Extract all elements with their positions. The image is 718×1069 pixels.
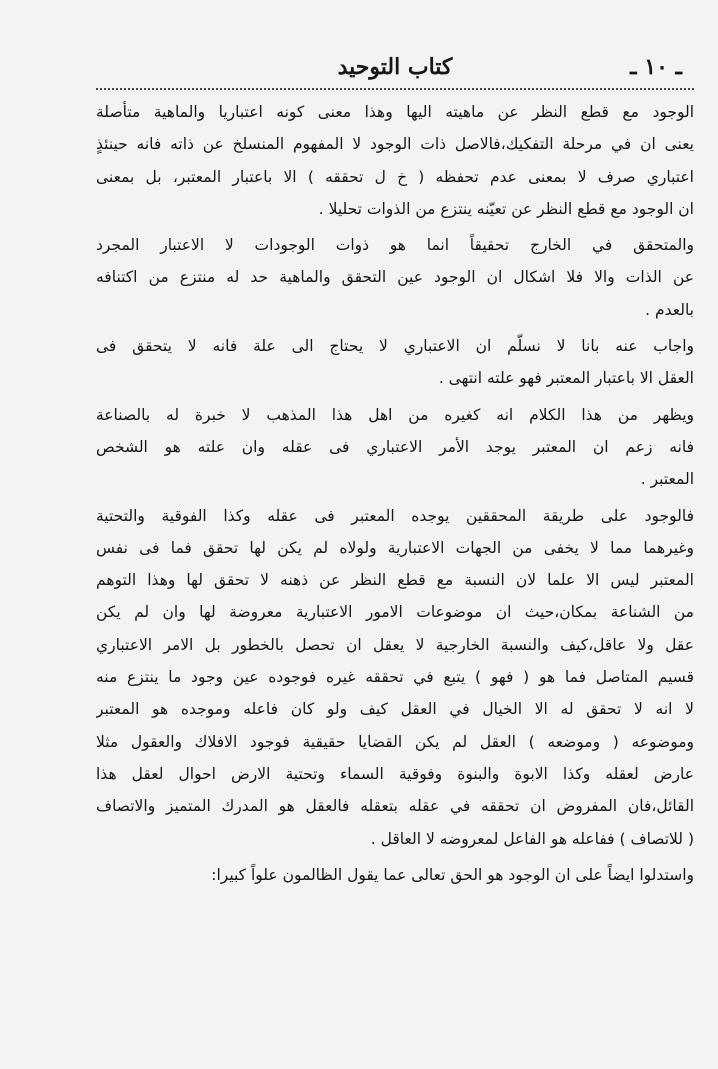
text-line: فانه زعم ان المعتبر يوجد الأمر الاعتباري فى عقله وان علته هو الشخص [96,437,694,456]
text-line: من الشناعة بمكان،حيث ان موضوعات الامور الاعتبارية معروضة لها وان لم يكن [96,603,694,622]
text-line: بالعدم . [645,300,694,319]
text-line: واجاب عنه بانا لا نسلّم ان الاعتباري لا يحتاج الى علة فانه لا يتحقق فى [96,337,694,356]
text-line: عقل ولا عاقل،كيف والنسبة الخارجية لا يعقل ان تحصل بالخطور بل الامر الاعتباري [96,635,694,654]
text-line: العقل الا باعتبار المعتبر فهو علته انتهى . [438,369,694,388]
page-number: ـ ١٠ ـ [630,54,682,80]
text-line: يعنى ان في مرحلة التفكيك،فالاصل ذات الوجود لا المفهوم المنسلخ عن ذاته فانه حينئذٍ [96,135,694,154]
text-line: عارض لعقله وكذا الابوة والبنوة وفوقية السماء وتحتية الارض احوال لعقل هذا [96,764,694,783]
header-dotted-rule [96,88,694,90]
text-line: المعتبر ليس الا علما لان النسبة مع قطع النظر عن ذهنه لا تحقق لها وهذا التوهم [96,571,694,590]
text-line: وموضوعه ( وموضعه ) العقل لم يكن القضايا حقيقية فوجود الافلاك والعقول مثلا [96,732,694,751]
paragraph [96,500,694,855]
text-line: والمتحقق في الخارج تحقيقاً انما هو ذوات الوجودات لا الاعتبار المجرد [96,236,694,255]
paragraph [96,330,694,395]
paragraph [96,229,694,326]
text-line: الوجود مع قطع النظر عن ماهيته اليها وهذا معنى كونه اعتباريا والماهية متأصلة [96,103,694,121]
text-line: القائل،فان المفروض ان تحققه في عقله بتعقله فالعقل هو المدرك المتميز والاتصاف [96,797,694,816]
text-line: ويظهر من هذا الكلام انه كغيره من اهل هذا المذهب لا خبرة له بالصناعة [96,405,694,424]
text-line: المعتبر . [640,470,694,489]
page-header [96,50,694,90]
paragraph [96,399,694,496]
text-line: عن الذات والا فلا اشكال ان الوجود عين التحقق والماهية حد له منتزع من اكتنافه [96,268,694,287]
text-line: اعتباري صرف لا بمعنى عدم تحفظه ( خ ل تحققه ) الا باعتبار المعتبر، بل بمعنى [96,167,694,186]
text-line: واستدلوا ايضاً على ان الوجود هو الحق تعالى عما يقول الظالمون علواً كبيرا: [211,865,694,884]
text-line: ( للاتصاف ) ففاعله هو الفاعل لمعروضه لا العاقل . [370,829,694,848]
text-line: فالوجود على طريقة المحققين يوجده المعتبر فى عقله وكذا الفوقية والتحتية [96,506,694,525]
paragraph [96,96,694,225]
text-line: قسيم المتاصل فما هو ( فهو ) يتبع في تحققه غيره فوجوده عين وجود ما ينتزع منه [96,668,694,687]
book-title: كتاب التوحيد [337,54,453,80]
body-text [96,96,694,891]
text-line: لا انه لا تحقق له الا الخيال في العقل كيف ولو كان فاعله وموجده هو المعتبر [96,700,694,719]
text-line: وغيرهما مما لا يخفى من الجهات الاعتبارية ولولاه لم يكن لها تحقق فما فى نفس [96,538,694,557]
text-line: ان الوجود مع قطع النظر عن تعيّنه ينتزع من الذوات تحليلا . [318,199,694,218]
paragraph [96,859,694,891]
